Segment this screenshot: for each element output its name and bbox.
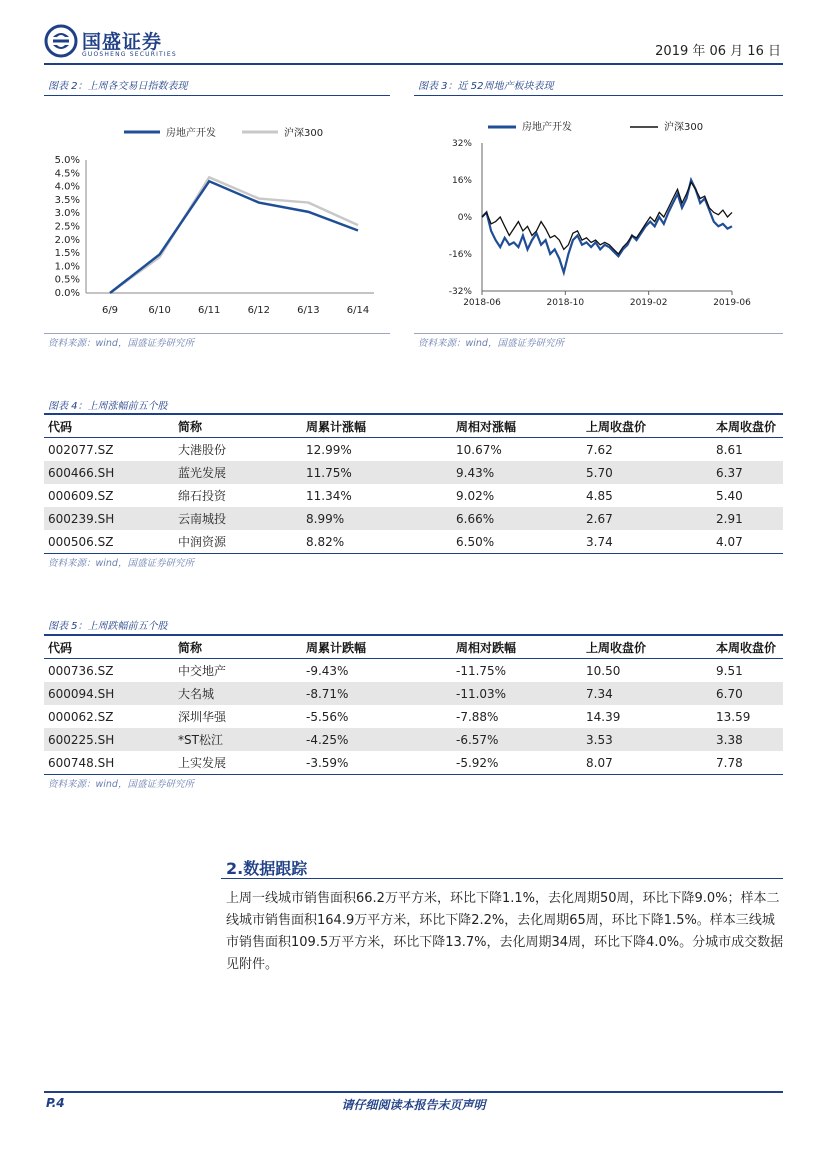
table-cell: 000609.SZ bbox=[48, 488, 114, 503]
table-cell: -7.88% bbox=[456, 709, 499, 724]
table-cell: 002077.SZ bbox=[48, 442, 114, 457]
table-cell: 2.67 bbox=[582, 507, 712, 530]
legend-label: 房地产开发 bbox=[522, 122, 572, 133]
y-tick-label: 1.0% bbox=[54, 261, 80, 273]
table-cell: 5.70 bbox=[582, 461, 712, 484]
table-row bbox=[44, 438, 783, 462]
table-cell: 3.38 bbox=[712, 728, 783, 751]
table-cell: 000062.SZ bbox=[48, 709, 114, 724]
series-line-0 bbox=[110, 181, 358, 293]
logo-icon bbox=[44, 24, 78, 58]
table-cell: -6.57% bbox=[452, 728, 582, 751]
y-tick-label: -16% bbox=[448, 250, 472, 260]
col-header: 上周收盘价 bbox=[582, 635, 712, 659]
y-tick-label: 5.0% bbox=[54, 155, 80, 166]
y-tick-label: 3.0% bbox=[54, 208, 80, 220]
col-header: 上周收盘价 bbox=[582, 414, 712, 438]
x-tick-label: 6/14 bbox=[346, 305, 370, 316]
table-row bbox=[44, 461, 783, 484]
x-tick-label: 6/9 bbox=[101, 305, 119, 316]
table-cell: -11.75% bbox=[456, 663, 507, 678]
chart2-line-chart bbox=[44, 110, 390, 328]
y-tick-label: 16% bbox=[451, 176, 472, 186]
table-cell: -11.03% bbox=[452, 682, 582, 705]
y-tick-label: 1.5% bbox=[54, 248, 80, 260]
table-header-row bbox=[44, 414, 783, 438]
table-cell: -5.56% bbox=[306, 709, 349, 724]
table-cell: 8.99% bbox=[302, 507, 452, 530]
col-header: 本周收盘价 bbox=[712, 635, 783, 659]
x-tick-label: 2018-10 bbox=[546, 298, 585, 308]
table-row bbox=[44, 682, 783, 705]
chart3-source: 资料来源：wind，国盛证券研究所 bbox=[418, 338, 564, 349]
y-tick-label: 3.5% bbox=[54, 194, 80, 206]
table5-caption: 图表 5：上周跌幅前五个股 bbox=[48, 621, 168, 632]
chart3-line-chart bbox=[414, 110, 783, 328]
table-cell: 5.40 bbox=[716, 488, 743, 503]
legend-label: 沪深300 bbox=[284, 128, 324, 139]
report-date: 2019 年 06 月 16 日 bbox=[655, 44, 781, 59]
table-cell: 8.82% bbox=[302, 530, 452, 554]
col-header: 周累计跌幅 bbox=[302, 635, 452, 659]
table-cell: 11.75% bbox=[302, 461, 452, 484]
table-row bbox=[44, 507, 783, 530]
x-tick-label: 6/12 bbox=[247, 305, 271, 316]
company-name-en: GUOSHENG SECURITIES bbox=[82, 51, 177, 58]
x-tick-label: 6/13 bbox=[297, 305, 320, 316]
table-cell: 10.50 bbox=[586, 663, 621, 678]
table-cell: 600466.SH bbox=[44, 461, 174, 484]
table-cell: 2.91 bbox=[712, 507, 783, 530]
chart2-caption-line bbox=[44, 95, 390, 96]
col-header: 周累计涨幅 bbox=[302, 414, 452, 438]
table-cell: 8.07 bbox=[582, 751, 712, 775]
table-row bbox=[44, 659, 783, 683]
table-cell: 7.78 bbox=[712, 751, 783, 775]
table4-caption: 图表 4：上周涨幅前五个股 bbox=[48, 401, 168, 412]
col-header: 简称 bbox=[174, 414, 302, 438]
table-row bbox=[44, 705, 783, 728]
table-row bbox=[44, 728, 783, 751]
series-line-0 bbox=[482, 180, 732, 273]
col-header: 周相对涨幅 bbox=[452, 414, 582, 438]
x-tick-label: 2018-06 bbox=[463, 298, 501, 308]
col-header: 代码 bbox=[44, 635, 174, 659]
table-cell: -8.71% bbox=[302, 682, 452, 705]
x-tick-label: 6/10 bbox=[148, 305, 171, 316]
chart3-source-line bbox=[414, 333, 783, 334]
y-tick-label: -32% bbox=[448, 287, 472, 297]
table-cell: 600748.SH bbox=[44, 751, 174, 775]
table-cell: 云南城投 bbox=[174, 507, 302, 530]
chart2-source: 资料来源：wind，国盛证券研究所 bbox=[48, 338, 194, 349]
chart2-source-line bbox=[44, 333, 390, 334]
company-name: 国盛证券 bbox=[82, 31, 163, 53]
series-line-1 bbox=[110, 177, 358, 293]
table-cell: 600094.SH bbox=[44, 682, 174, 705]
table-row bbox=[44, 751, 783, 775]
table-cell: -5.92% bbox=[452, 751, 582, 775]
chart3-caption-line bbox=[414, 95, 783, 96]
top-gainers-table bbox=[44, 413, 783, 554]
table-cell: 3.74 bbox=[582, 530, 712, 554]
table-cell: 4.07 bbox=[712, 530, 783, 554]
table-cell: 绵石投资 bbox=[178, 489, 227, 503]
footer-disclaimer: 请仔细阅读本报告末页声明 bbox=[341, 1098, 486, 1112]
page-number: P.4 bbox=[46, 1096, 65, 1110]
legend-label: 房地产开发 bbox=[166, 128, 216, 139]
table-header-row bbox=[44, 635, 783, 659]
table-cell: 13.59 bbox=[716, 709, 751, 724]
table-cell: 000736.SZ bbox=[48, 663, 114, 678]
table4-source: 资料来源：wind，国盛证券研究所 bbox=[48, 558, 194, 569]
table-cell: 6.66% bbox=[452, 507, 582, 530]
table-cell: 8.61 bbox=[716, 442, 743, 457]
footer-divider bbox=[44, 1091, 783, 1093]
table-cell: 600225.SH bbox=[44, 728, 174, 751]
top-losers-table bbox=[44, 634, 783, 775]
x-tick-label: 2019-02 bbox=[629, 298, 668, 308]
table-cell: 12.99% bbox=[306, 442, 352, 457]
table-cell: -9.43% bbox=[306, 663, 349, 678]
col-header: 周相对跌幅 bbox=[452, 635, 582, 659]
table-cell: 大名城 bbox=[174, 682, 302, 705]
y-tick-label: 0.0% bbox=[54, 288, 80, 299]
section-paragraph: 上周一线城市销售面积66.2万平方米，环比下降1.1%，去化周期50周，环比下降9.0%；样本二线城市销售面积164.9万平方米，环比下降2.2%，去化周期65周，环比下降1.5%。样本三线城市销售面积109.5万平方米，环比下降13.7%，去化周期34周，环比下降4.0%。分城市成交数据见附件。 bbox=[226, 891, 784, 972]
table-cell: 7.62 bbox=[586, 442, 613, 457]
table-cell: 中润资源 bbox=[174, 530, 302, 554]
table5-source: 资料来源：wind，国盛证券研究所 bbox=[48, 779, 194, 790]
table-cell: *ST松江 bbox=[174, 728, 302, 751]
table-cell: -3.59% bbox=[302, 751, 452, 775]
y-tick-label: 4.0% bbox=[54, 181, 80, 193]
table-cell: 14.39 bbox=[586, 709, 621, 724]
table-cell: 7.34 bbox=[582, 682, 712, 705]
table-cell: 9.02% bbox=[456, 488, 495, 503]
table-cell: 中交地产 bbox=[178, 664, 227, 678]
table-cell: 6.37 bbox=[712, 461, 783, 484]
table-cell: 蓝光发展 bbox=[174, 461, 302, 484]
x-tick-label: 6/11 bbox=[197, 305, 221, 316]
y-tick-label: 4.5% bbox=[54, 168, 80, 180]
header-divider bbox=[44, 63, 783, 65]
table-cell: 000506.SZ bbox=[44, 530, 174, 554]
chart2-caption: 图表 2：上周各交易日指数表现 bbox=[48, 81, 188, 92]
table-cell: 600239.SH bbox=[44, 507, 174, 530]
y-tick-label: 0% bbox=[457, 213, 472, 223]
table-cell: 6.50% bbox=[452, 530, 582, 554]
table-cell: 4.85 bbox=[586, 488, 613, 503]
col-header: 代码 bbox=[44, 414, 174, 438]
table-row bbox=[44, 484, 783, 507]
section-divider bbox=[221, 878, 783, 879]
col-header: 本周收盘价 bbox=[712, 414, 783, 438]
table-cell: 大港股份 bbox=[178, 443, 227, 457]
y-tick-label: 0.5% bbox=[54, 274, 80, 286]
table-row bbox=[44, 530, 783, 554]
legend-label: 沪深300 bbox=[664, 122, 704, 133]
table-cell: 深圳华强 bbox=[178, 710, 227, 724]
col-header: 简称 bbox=[174, 635, 302, 659]
x-tick-label: 2019-06 bbox=[713, 298, 751, 308]
table-cell: 上实发展 bbox=[174, 751, 302, 775]
y-tick-label: 32% bbox=[451, 139, 472, 149]
y-tick-label: 2.5% bbox=[54, 221, 80, 233]
section-title: 2.数据跟踪 bbox=[226, 859, 308, 878]
chart3-caption: 图表 3：近 52周地产板块表现 bbox=[418, 81, 554, 92]
y-tick-label: 2.0% bbox=[54, 234, 80, 246]
table-cell: 10.67% bbox=[456, 442, 502, 457]
table-cell: -4.25% bbox=[302, 728, 452, 751]
table-cell: 3.53 bbox=[582, 728, 712, 751]
table-cell: 6.70 bbox=[712, 682, 783, 705]
table-cell: 11.34% bbox=[306, 488, 352, 503]
table-cell: 9.51 bbox=[716, 663, 743, 678]
table-cell: 9.43% bbox=[452, 461, 582, 484]
